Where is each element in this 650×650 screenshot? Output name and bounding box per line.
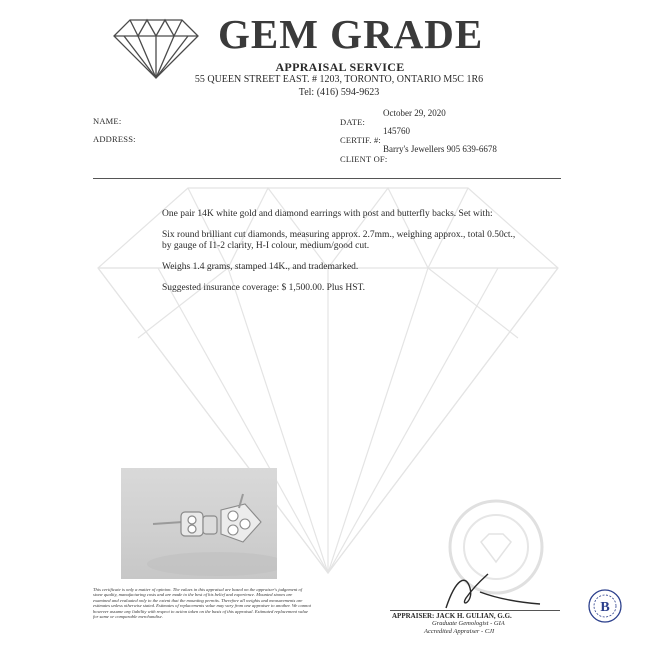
certificate-number-value: 145760	[383, 126, 410, 136]
client-value: Barry's Jewellers 905 639-6678	[383, 144, 497, 154]
name-label: NAME:	[93, 116, 122, 126]
client-label: CLIENT OF:	[340, 154, 388, 164]
description-paragraph: Six round brilliant cut diamonds, measuring approx. 2.7mm., weighing approx., total 0.50ct., by gauge of I1-2 clarity, H-I colour, medium/good cut.	[162, 230, 516, 251]
certificate-number-label: CERTIF. #:	[340, 135, 381, 145]
company-title: GEM GRADE	[218, 11, 484, 57]
description-paragraph: Suggested insurance coverage: $ 1,500.00. Plus HST.	[162, 283, 365, 293]
badge-letter: B	[600, 600, 610, 615]
signature-line	[390, 610, 560, 611]
earrings-photo	[121, 468, 277, 579]
earrings-icon	[121, 468, 277, 579]
appraiser-credential: Accredited Appraiser - CJI	[424, 628, 495, 635]
disclaimer-text: This certificate is only a matter of opinion. The values in this appraisal are based on the appraiser's judgement of stone quality, manufacturing costs and are made to the best of his belief and experience. Mounted stones are examined and evaluated only to the extent that the mounting permits. Therefore all weights and measurements are estimates unless otherwise stated. Estimates of replacements value may vary from one appraiser to another. We cannot however assume any liability with respect to action taken on the basis of this appraisal. Estimated replacement value for same or comparable merchandise.	[93, 587, 311, 620]
address-label: ADDRESS:	[93, 134, 136, 144]
appraiser-credential: Graduate Gemologist - GIA	[432, 620, 505, 627]
brand-badge-icon	[588, 589, 622, 623]
company-phone: Tel: (416) 594-9623	[298, 87, 380, 98]
appraiser-name: APPRAISER: JACK H. GULIAN, G.G.	[392, 612, 512, 620]
company-subtitle: APPRAISAL SERVICE	[275, 60, 405, 74]
date-value: October 29, 2020	[383, 108, 446, 118]
item-description	[162, 209, 522, 304]
description-paragraph: Weighs 1.4 grams, stamped 14K., and trademarked.	[162, 262, 359, 272]
header-divider	[93, 178, 561, 179]
date-label: DATE:	[340, 117, 366, 127]
signature-mark	[436, 568, 544, 612]
description-paragraph: One pair 14K white gold and diamond earrings with post and butterfly backs. Set with:	[162, 209, 493, 219]
company-address: 55 QUEEN STREET EAST. # 1203, TORONTO, ONTARIO M5C 1R6	[194, 74, 484, 85]
